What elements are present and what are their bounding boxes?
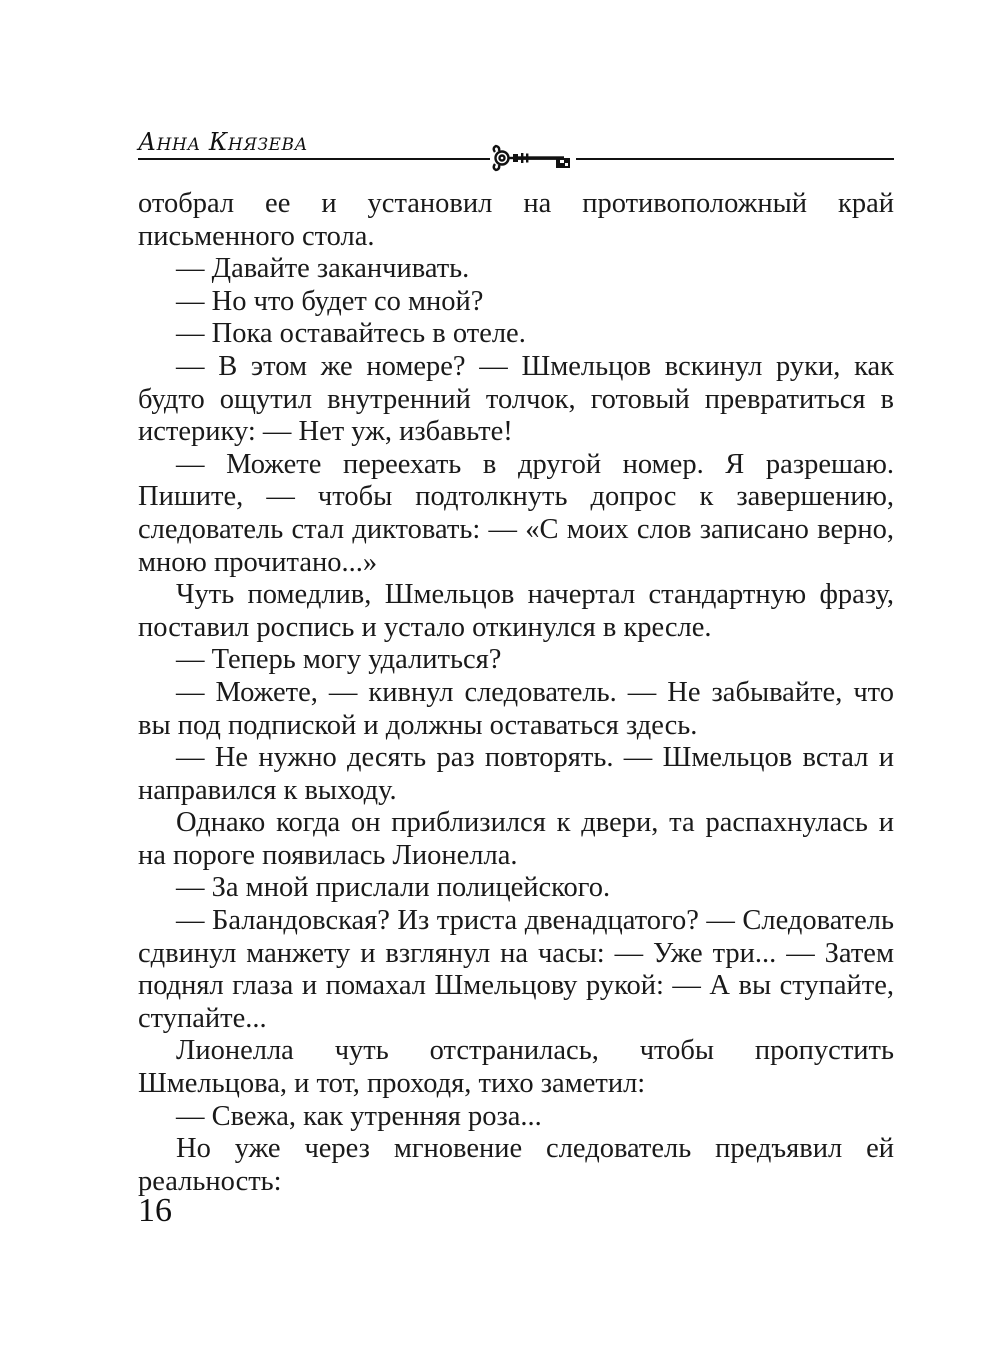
paragraph: Но уже через мгновение следователь предъявил ей реальность: xyxy=(138,1133,894,1197)
paragraph: — В этом же номере? — Шмельцов вскинул руки, как будто ощутил внутренний толчок, готовый превратиться в истерику: — Нет уж, избавьте! xyxy=(138,350,894,448)
paragraph: — Можете, — кивнул следователь. — Не забывайте, что вы под подпиской и должны оставаться здесь. xyxy=(138,676,894,741)
running-header xyxy=(138,118,894,178)
paragraph: — Можете переехать в другой номер. Я разрешаю. Пишите, — чтобы подтолкнуть допрос к завершению, следователь стал диктовать: — «С моих слов записано верно, мною прочитано...» xyxy=(138,448,894,578)
paragraph: Однако когда он приблизился к двери, та распахнулась и на пороге появилась Лионелла. xyxy=(138,807,894,871)
author-name: Анна Князева xyxy=(138,128,308,156)
paragraph: — За мной прислали полицейского. xyxy=(176,872,611,904)
paragraph: — Но что будет со мной? xyxy=(176,285,484,317)
paragraph: — Не нужно десять раз повторять. — Шмельцов встал и направился к выходу. xyxy=(138,742,894,806)
paragraph: — Пока оставайтесь в отеле. xyxy=(176,318,526,350)
paragraph: — Теперь могу удалиться? xyxy=(176,644,502,676)
page-number: 16 xyxy=(138,1192,172,1229)
body-text xyxy=(138,188,894,1198)
paragraph: Лионелла чуть отстранилась, чтобы пропустить Шмельцова, и тот, проходя, тихо заметил: xyxy=(138,1035,894,1100)
paragraph: отобрал ее и установил на противоположный край письменного стола. xyxy=(138,188,894,252)
paragraph: — Свежа, как утренняя роза... xyxy=(176,1100,542,1132)
paragraph: — Баландовская? Из триста двенадцатого? — Следователь сдвинул манжету и взглянул на часы: — Уже три... — Затем поднял глаза и помахал Шмельцову рукой: — А вы ступайте, ступайте... xyxy=(138,905,894,1034)
paragraph: — Давайте заканчивать. xyxy=(176,253,470,285)
key-icon xyxy=(490,142,576,172)
paragraph: Чуть помедлив, Шмельцов начертал стандартную фразу, поставил роспись и устало откинулся в кресле. xyxy=(138,579,894,643)
